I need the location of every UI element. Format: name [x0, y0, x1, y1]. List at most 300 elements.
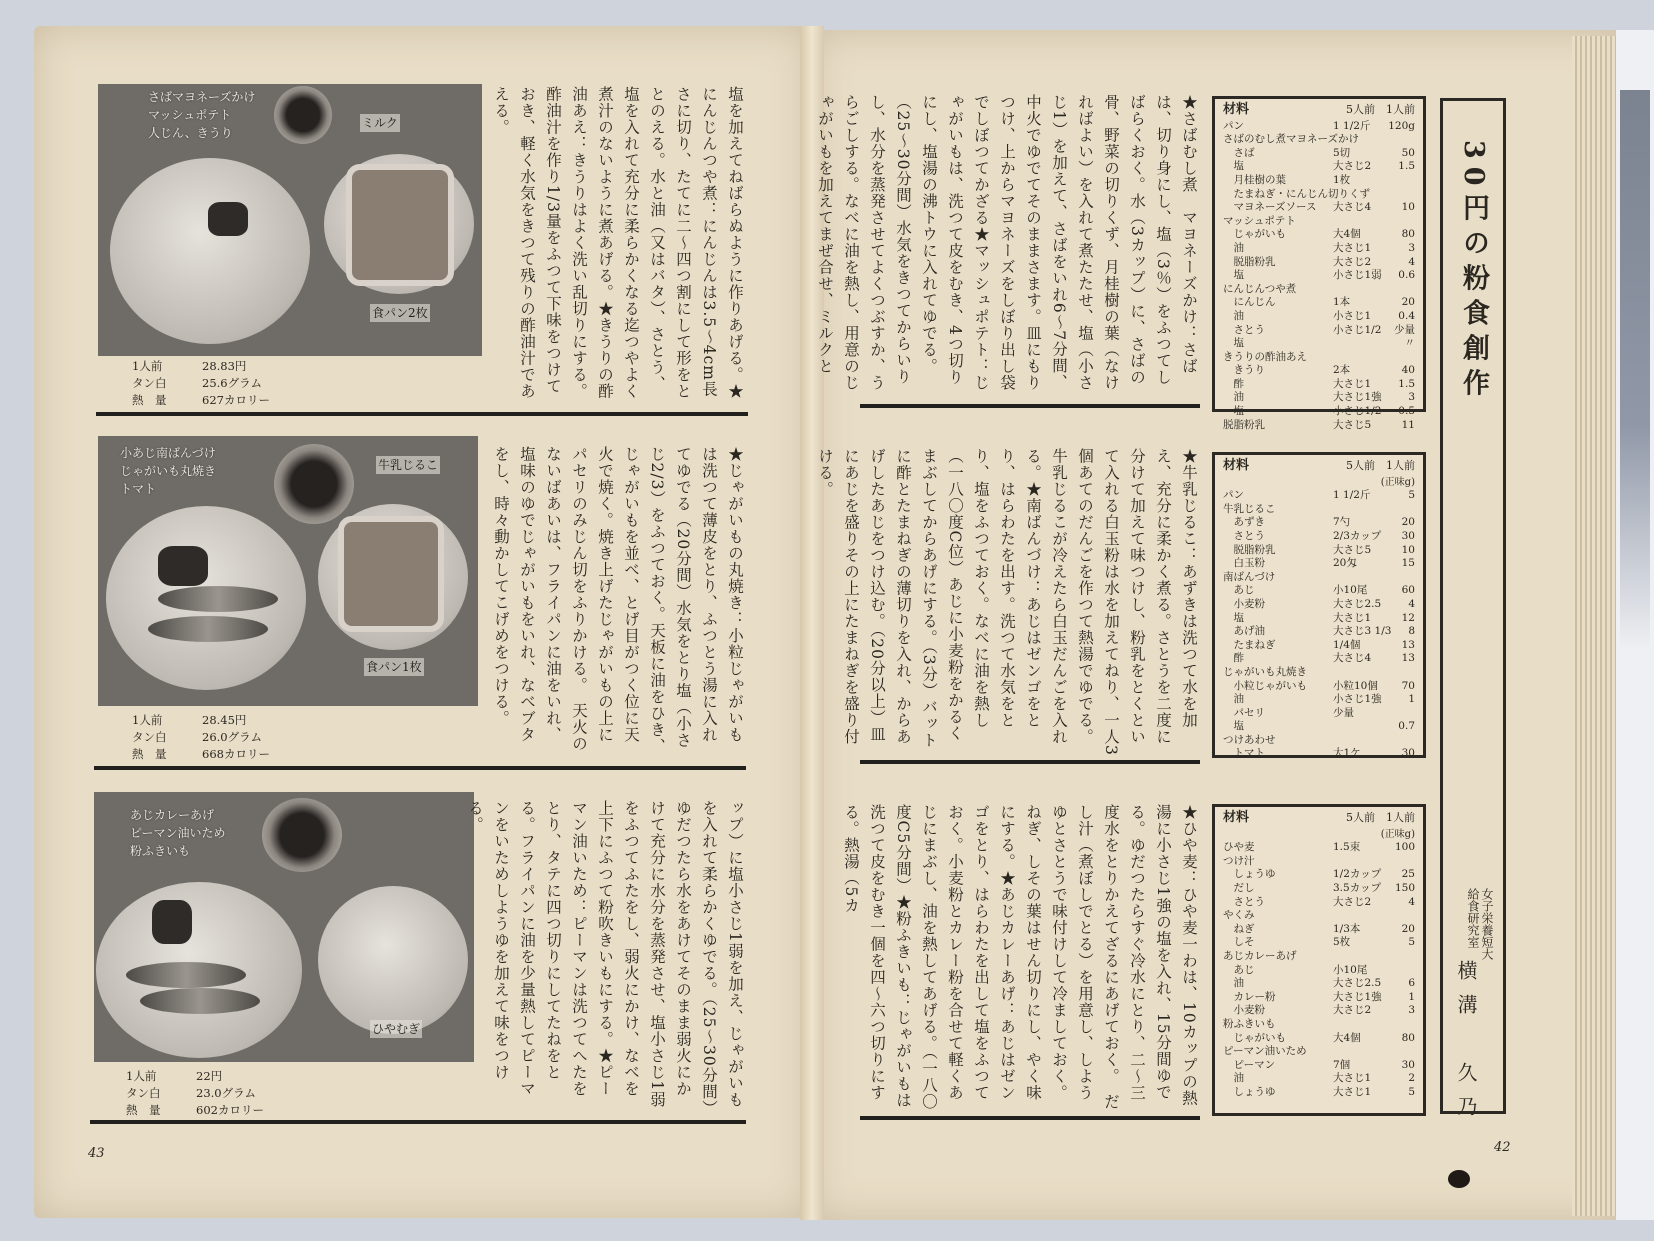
- qty-5: [1333, 571, 1381, 585]
- qty-1: 〃: [1404, 337, 1415, 350]
- ingredient-name: やくみ: [1223, 909, 1255, 922]
- qty-1: 0.4: [1398, 309, 1415, 322]
- ingredient-name: しょうゆ: [1223, 1085, 1276, 1098]
- ingredient-row: [1223, 256, 1415, 270]
- ingredient-row: [1223, 612, 1415, 626]
- qty-5: 5枚: [1333, 936, 1351, 949]
- ingredient-row: [1223, 747, 1415, 761]
- qty-1: 0.5: [1398, 405, 1415, 418]
- recipe-text: ップ）に塩小さじ1弱を加え、じゃがいもを入れて柔らかくゆでる。（25～30分間）ゆだつたら水をあけてそのまま弱火にかけて充分に水分を蒸発させ、塩小さじ1弱をふつてふたをし、弱火にかけ、なべを上下にふつて粉吹きいもにする。★ピーマン油いため：ピーマンは洗つてへたをとり、タテに四つ切りにしてたねをとる。フライパンに油を少量熱してピーマンをいためしようゆを加えて味をつける。: [466, 800, 744, 1109]
- ingredient-name: 油: [1223, 977, 1244, 990]
- ingredient-name: 油: [1223, 391, 1244, 404]
- ingredient-name: たまねぎ: [1223, 638, 1276, 651]
- qty-1: 50: [1401, 146, 1415, 159]
- ingredient-row: [1223, 283, 1415, 297]
- ingredient-row: [1223, 242, 1415, 256]
- ingredient-row: [1223, 950, 1415, 964]
- ingredient-row: [1223, 1086, 1415, 1100]
- qty-1: [1381, 707, 1415, 721]
- per-label: 1人前: [132, 713, 163, 727]
- ingredient-table: [1212, 804, 1426, 1116]
- qty-5: [1333, 855, 1381, 869]
- calorie-label: 熱 量: [132, 393, 167, 407]
- ingredient-name: 油: [1223, 1072, 1244, 1085]
- qty-5: 20匁: [1333, 557, 1357, 570]
- table-col-1: 1人前: [1386, 811, 1415, 824]
- ingredient-row: [1223, 174, 1415, 188]
- ingredient-row: [1223, 868, 1415, 882]
- qty-1: [1381, 571, 1415, 585]
- ingredient-name: ねぎ: [1223, 922, 1255, 935]
- ingredient-name: しそ: [1223, 936, 1255, 949]
- photo-label: ミルク: [362, 116, 398, 130]
- qty-5: 1/2カップ: [1333, 868, 1382, 881]
- qty-5: 大4個: [1333, 228, 1361, 241]
- ingredient-row: [1223, 201, 1415, 215]
- qty-1: 2: [1408, 1072, 1415, 1085]
- ingredient-name: あじ: [1223, 584, 1255, 597]
- table-col-5: 5人前: [1346, 459, 1375, 472]
- qty-5: 大さじ2: [1333, 1004, 1372, 1017]
- ingredient-name: トマト: [1223, 747, 1265, 760]
- ingredient-lines: [1223, 489, 1415, 761]
- ingredient-name: マッシュポテト: [1223, 214, 1296, 227]
- qty-1: 60: [1401, 584, 1415, 597]
- qty-1: 4: [1408, 597, 1415, 610]
- ingredient-row: [1223, 419, 1415, 433]
- qty-1: 5: [1408, 936, 1415, 949]
- ingredient-name: 小麦粉: [1223, 1004, 1265, 1017]
- ingredient-row: [1223, 909, 1415, 923]
- qty-5: 大さじ5: [1333, 418, 1372, 431]
- ingredient-row: [1223, 120, 1415, 134]
- ingredient-row: [1223, 557, 1415, 571]
- protein-label: タン白: [126, 1086, 161, 1100]
- ingredient-name: さとう: [1223, 895, 1265, 908]
- qty-5: 大さじ1: [1333, 1085, 1372, 1098]
- ingredient-name: さば: [1223, 146, 1255, 159]
- qty-5: 大さじ2.5: [1333, 597, 1382, 610]
- table-head: 材料: [1223, 458, 1250, 473]
- ingredient-name: ピーマン: [1223, 1058, 1276, 1071]
- photo-meal-1: [98, 84, 482, 356]
- page-number: 42: [1494, 1140, 1511, 1155]
- ingredient-name: 月桂樹の葉: [1223, 173, 1286, 186]
- ingredient-name: 小粒じゃがいも: [1223, 679, 1307, 692]
- qty-5: 1.5束: [1333, 841, 1361, 854]
- ingredient-name: ピーマン油いため: [1223, 1045, 1307, 1058]
- ingredient-row: [1223, 666, 1415, 680]
- qty-1: 1.5: [1398, 160, 1415, 173]
- per-label: 1人前: [132, 359, 163, 373]
- qty-1: 10: [1401, 543, 1415, 556]
- ingredient-row: [1223, 489, 1415, 503]
- qty-5: [1370, 188, 1396, 202]
- ingredient-name: 油: [1223, 309, 1244, 322]
- protein-label: タン白: [132, 730, 167, 744]
- qty-5: [1333, 950, 1381, 964]
- qty-5: 1枚: [1333, 173, 1351, 186]
- ingredient-row: [1223, 160, 1415, 174]
- ingredient-name: 脱脂粉乳: [1223, 418, 1265, 431]
- qty-1: 20: [1401, 296, 1415, 309]
- qty-1: 13: [1401, 652, 1415, 665]
- qty-1: 25: [1401, 868, 1415, 881]
- calorie-label: 熱 量: [132, 747, 167, 761]
- qty-1: 少量: [1394, 323, 1415, 336]
- ingredient-table: [1212, 452, 1426, 758]
- ingredient-row: [1223, 882, 1415, 896]
- qty-1: 1.5: [1398, 377, 1415, 390]
- qty-5: 大さじ1: [1333, 241, 1372, 254]
- ingredient-lines: [1223, 120, 1415, 433]
- ingredient-name: じゃがいも: [1223, 228, 1286, 241]
- divider: [96, 412, 748, 416]
- ingredient-row: [1223, 734, 1415, 748]
- qty-1: [1392, 133, 1415, 147]
- qty-1: 20: [1401, 922, 1415, 935]
- recipe-text: ★さばむし煮 マヨネーズかけ：さばは、切り身にし、塩（3％）をふつてしばらくおく。水（3カップ）に、さばの骨、野菜の切りくず、月桂樹の葉（なければよい）を入れて煮たたせ、塩（小さじ1）を加えて、さばをいれ6～7分間、中火でゆでてそのままさます。皿にもりつけ、上からマヨネーズをしぼり出し袋でしぼつてかざる★マッシュポテト：じゃがいもは、洗つて皮をむき、4つ切りにし、塩湯の沸トウに入れてゆでる。（25～30分間）水気をきつてからいりし、水分を蒸発させてよくつぶすか、うらごしする。なべに油を熱し、用意のじゃがいもを加えてまぜ合せ、ミルクと: [816, 94, 1198, 391]
- qty-5: 少量: [1333, 706, 1354, 719]
- page-edges: [1572, 36, 1616, 1216]
- table-sub: (正味g): [1380, 828, 1415, 840]
- ingredient-row: [1223, 296, 1415, 310]
- qty-5: [1333, 337, 1381, 351]
- qty-5: 大さじ1: [1333, 377, 1372, 390]
- ingredient-row: [1223, 707, 1415, 721]
- ingredient-name: あじ: [1223, 963, 1255, 976]
- ingredient-row: [1223, 188, 1415, 202]
- ingredient-row: [1223, 1072, 1415, 1086]
- ingredient-name: カレー粉: [1223, 990, 1276, 1003]
- qty-1: 15: [1401, 557, 1415, 570]
- ingredient-name: マヨネーズソース: [1223, 201, 1317, 214]
- table-head: 材料: [1223, 102, 1250, 117]
- qty-5: 5切: [1333, 146, 1351, 159]
- qty-5: 大さじ2.5: [1333, 977, 1382, 990]
- author-name: 横溝 久乃: [1454, 960, 1478, 1130]
- qty-1: 5: [1408, 1085, 1415, 1098]
- ingredient-row: [1223, 584, 1415, 598]
- per-label: 1人前: [126, 1069, 157, 1083]
- photo-caption: 小あじ南ばんづけ じゃがいも丸焼き トマト: [120, 446, 217, 496]
- photo-caption: あじカレーあげ ピーマン油いため 粉ふきいも: [130, 808, 226, 858]
- ingredient-name: 小麦粉: [1223, 597, 1265, 610]
- ingredient-name: パセリ: [1223, 706, 1265, 719]
- qty-5: 大1ケ: [1333, 747, 1361, 760]
- ingredient-row: [1223, 936, 1415, 950]
- ingredient-row: [1223, 364, 1415, 378]
- qty-5: [1333, 215, 1381, 229]
- qty-1: [1381, 666, 1415, 680]
- qty-1: 30: [1401, 529, 1415, 542]
- ingredient-name: 塩: [1223, 611, 1244, 624]
- divider: [860, 404, 1200, 408]
- ingredient-row: [1223, 625, 1415, 639]
- qty-1: 0.6: [1398, 269, 1415, 282]
- ingredient-row: [1223, 991, 1415, 1005]
- qty-5: [1333, 720, 1381, 734]
- protein-label: タン白: [132, 376, 167, 390]
- ingredient-name: 白玉粉: [1223, 557, 1265, 570]
- qty-5: 小10尾: [1333, 963, 1368, 976]
- qty-5: 小10尾: [1333, 584, 1368, 597]
- ingredient-name: あじカレーあげ: [1223, 949, 1297, 962]
- qty-1: [1381, 950, 1415, 964]
- table-col-5: 5人前: [1346, 103, 1375, 116]
- qty-1: [1381, 351, 1415, 365]
- qty-1: 120g: [1388, 119, 1415, 132]
- qty-1: 5: [1408, 489, 1415, 502]
- divider: [860, 1116, 1200, 1120]
- ingredient-name: パン: [1223, 119, 1244, 132]
- table-col-1: 1人前: [1386, 459, 1415, 472]
- ingredient-row: [1223, 680, 1415, 694]
- ingredient-row: [1223, 598, 1415, 612]
- qty-1: 12: [1401, 611, 1415, 624]
- divider: [90, 1120, 746, 1124]
- qty-1: 6: [1408, 977, 1415, 990]
- ingredient-name: 塩: [1223, 405, 1244, 418]
- qty-5: [1333, 909, 1381, 923]
- qty-1: [1381, 1045, 1415, 1059]
- qty-5: 1本: [1333, 296, 1351, 309]
- qty-5: 3.5カップ: [1333, 881, 1382, 894]
- ingredient-row: [1223, 269, 1415, 283]
- back-cover: [1616, 30, 1654, 1220]
- recipe-text: ★ひや麦：ひや麦一わは、10カップの熱湯に小さじ1強の塩を入れ、15分間ゆでる。ゆだつたらすぐ冷水にとり、二～三度水をとりかえてざるにあげておく。 だし汁（煮ぼしでとる）を用意し、しようゆとさとうで味付けして冷ましておく。ねぎ、しその葉はせん切りにし、やく味にする。★あじカレーあげ：あじはゼンゴをとり、はらわたを出して塩をふつておく。小麦粉とカレー粉を合せて軽くあじにまぶし、油を熱してあげる。（一八〇度C5分間）★粉ふきいも：じゃがいもは洗つて皮をむき一個を四～六つ切りにする。熱湯（5カ: [842, 804, 1198, 1110]
- ingredient-row: [1223, 639, 1415, 653]
- table-head: 材料: [1223, 810, 1250, 825]
- qty-5: 大さじ1: [1333, 1072, 1372, 1085]
- qty-1: 70: [1401, 679, 1415, 692]
- ingredient-name: 油: [1223, 693, 1244, 706]
- ingredient-row: [1223, 977, 1415, 991]
- ingredient-name: しょうゆ: [1223, 868, 1276, 881]
- ingredient-row: [1223, 310, 1415, 324]
- nutrition-info: [132, 712, 322, 763]
- qty-1: [1381, 734, 1415, 748]
- qty-5: 大さじ3 1/3: [1333, 625, 1392, 638]
- ingredient-row: [1223, 391, 1415, 405]
- qty-5: 小さじ1強: [1333, 693, 1382, 706]
- calorie-label: 熱 量: [126, 1103, 161, 1117]
- protein: 23.0グラム: [196, 1086, 256, 1100]
- ingredient-row: [1223, 1018, 1415, 1032]
- ingredient-name: にんじんつや煮: [1223, 282, 1297, 295]
- qty-5: 大さじ2: [1333, 895, 1372, 908]
- ingredient-row: [1223, 1045, 1415, 1059]
- ingredient-lines: [1223, 841, 1415, 1099]
- qty-5: 1/4個: [1333, 638, 1361, 651]
- qty-5: 1 1/2斤: [1333, 119, 1371, 132]
- calorie: 668カロリー: [202, 747, 270, 761]
- qty-1: [1381, 283, 1415, 297]
- qty-5: 大さじ5: [1333, 543, 1372, 556]
- qty-5: [1333, 1045, 1381, 1059]
- cost: 28.45円: [202, 713, 247, 727]
- divider: [860, 760, 1200, 764]
- recipe-text: 塩を加えてねばらぬように作りあげる。★にんじんつや煮：にんじんは3.5～4cm長さに切り、たてに二～四つ割にして形をととのえる。水と油（又はバタ）、さとう、塩を入れて充分に柔らかくなる迄つやよく煮汁のないように煮あげる。★きうりの酢油あえ：きうりはよく洗い乱切りにする。酢油汁を作り1/3量をふつて下味をつけておき、軽く水気をきつて残りの酢油汁であえる。: [492, 86, 744, 400]
- qty-5: 1 1/2斤: [1333, 489, 1371, 502]
- qty-5: 大さじ1: [1333, 611, 1372, 624]
- qty-1: 13: [1401, 638, 1415, 651]
- qty-1: [1381, 1018, 1415, 1032]
- ingredient-name: さとう: [1223, 323, 1265, 336]
- ingredient-name: パン: [1223, 489, 1244, 502]
- qty-5: 小さじ1/2: [1333, 405, 1382, 418]
- ingredient-row: [1223, 228, 1415, 242]
- table-col-5: 5人前: [1346, 811, 1375, 824]
- ingredient-name: 塩: [1223, 720, 1244, 733]
- qty-1: [1381, 855, 1415, 869]
- photo-label: 食パン2枚: [372, 306, 428, 320]
- photo-label: 食パン1枚: [366, 660, 422, 674]
- qty-1: [1381, 909, 1415, 923]
- ingredient-row: [1223, 1032, 1415, 1046]
- ingredient-row: [1223, 571, 1415, 585]
- ingredient-row: [1223, 964, 1415, 978]
- recipe-text: ★じゃがいもの丸焼き：小粒じゃがいもは洗つて薄皮をとり、ふつとう湯に入れてゆでる（20分間）水気をとり塩（小さじ2/3）をふつておく。天板に油をひき、じゃがいもを並べ、とげ目がつく位に天火で焼く。焼き上げたじゃがいもの上にパセリのみじん切をふりかける。 天火のないばあいは、フライパンに油をいれ、塩味のゆでじゃがいもをいれ、なべブタをし、時々動かしてこげめをつける。: [492, 446, 744, 755]
- qty-1: 4: [1408, 895, 1415, 908]
- ingredient-row: [1223, 516, 1415, 530]
- qty-5: 7勺: [1333, 516, 1351, 529]
- ingredient-row: [1223, 324, 1415, 338]
- ingredient-row: [1223, 841, 1415, 855]
- qty-1: 3: [1408, 391, 1415, 404]
- author-affiliation: 女子栄養短大 給食研究室: [1466, 888, 1494, 960]
- ingredient-row: [1223, 896, 1415, 910]
- qty-5: 1/3本: [1333, 922, 1361, 935]
- qty-1: 150: [1394, 881, 1415, 894]
- qty-1: 20: [1401, 516, 1415, 529]
- qty-5: 大さじ2: [1333, 160, 1372, 173]
- protein: 26.0グラム: [202, 730, 262, 744]
- ingredient-name: さとう: [1223, 529, 1265, 542]
- ingredient-name: 脱脂粉乳: [1223, 543, 1276, 556]
- qty-5: 大4個: [1333, 1031, 1361, 1044]
- ingredient-row: [1223, 652, 1415, 666]
- qty-1: 0.7: [1398, 720, 1415, 733]
- qty-5: [1333, 666, 1381, 680]
- divider: [94, 766, 746, 770]
- ingredient-row: [1223, 147, 1415, 161]
- calorie: 627カロリー: [202, 393, 270, 407]
- ingredient-row: [1223, 503, 1415, 517]
- ingredient-name: さばのむし煮マヨネーズかけ: [1223, 133, 1359, 146]
- ingredient-name: だし: [1223, 881, 1255, 894]
- qty-1: 10: [1401, 201, 1415, 214]
- ingredient-name: ひや麦: [1223, 841, 1255, 854]
- ingredient-name: 粉ふきいも: [1223, 1017, 1276, 1030]
- ingredient-name: 酢: [1223, 377, 1244, 390]
- qty-1: 3: [1408, 241, 1415, 254]
- ingredient-row: [1223, 133, 1415, 147]
- qty-1: 3: [1408, 1004, 1415, 1017]
- qty-5: 小さじ1: [1333, 309, 1372, 322]
- ingredient-name: 油: [1223, 241, 1244, 254]
- protein: 25.6グラム: [202, 376, 262, 390]
- qty-5: 大さじ1強: [1333, 990, 1382, 1003]
- qty-1: [1381, 964, 1415, 978]
- qty-1: [1381, 215, 1415, 229]
- photo-label: 牛乳じるこ: [378, 458, 439, 472]
- qty-5: 2本: [1333, 364, 1351, 377]
- qty-5: 大さじ4: [1333, 652, 1372, 665]
- page-number: 43: [88, 1146, 105, 1161]
- qty-1: 30: [1401, 747, 1415, 760]
- article-title: 30円の粉食創作: [1458, 140, 1489, 404]
- qty-1: 8: [1408, 625, 1415, 638]
- table-sub: (正味g): [1380, 476, 1415, 488]
- ingredient-row: [1223, 378, 1415, 392]
- ingredient-name: あげ油: [1223, 625, 1265, 638]
- cost: 28.83円: [202, 359, 247, 373]
- qty-5: 大さじ1強: [1333, 391, 1382, 404]
- qty-5: [1333, 351, 1381, 365]
- qty-5: [1333, 503, 1381, 517]
- ingredient-name: 塩: [1223, 337, 1244, 350]
- ingredient-name: あずき: [1223, 516, 1265, 529]
- ingredient-row: [1223, 1059, 1415, 1073]
- ingredient-row: [1223, 215, 1415, 229]
- ingredient-row: [1223, 351, 1415, 365]
- qty-1: 100: [1394, 841, 1415, 854]
- table-col-1: 1人前: [1386, 103, 1415, 116]
- qty-1: [1381, 503, 1415, 517]
- qty-1: [1381, 174, 1415, 188]
- ingredient-table: [1212, 96, 1426, 431]
- photo-meal-3: [94, 792, 474, 1062]
- ingredient-name: 牛乳じるこ: [1223, 502, 1276, 515]
- ingredient-name: きうりの酢油あえ: [1223, 350, 1307, 363]
- calorie: 602カロリー: [196, 1103, 264, 1117]
- recipe-text: ★牛乳じるこ：あずきは洗つて水を加え、充分に柔かく煮る。さとうを二度に分けて加えて味つけし、粉乳をとくといて入れる白玉粉は水を加えてねり、一人3個あてのだんごを作つて熱湯でゆでる。牛乳じるこが冷えたら白玉だんごを入れる。★南ばんづけ：あじはゼンゴをとり、はらわたを出す。洗つて水気をとり、塩をふつておく。なべに油を熱し（一八〇度C位）あじに小麦粉をかるくまぶしてからあげにする。（3分）バットに酢とたまねぎの薄切りを入れ、からあげしたあじをつけ込む。（20分以上）皿にあじを盛りその上にたまねぎを盛り付ける。: [816, 448, 1198, 756]
- qty-5: 大さじ2: [1333, 255, 1372, 268]
- photo-meal-2: [98, 436, 478, 706]
- ingredient-row: [1223, 720, 1415, 734]
- ingredient-row: [1223, 405, 1415, 419]
- qty-5: 2/3カップ: [1333, 529, 1382, 542]
- ingredient-name: 南ばんづけ: [1223, 570, 1276, 583]
- qty-5: [1333, 1018, 1381, 1032]
- qty-5: [1359, 133, 1392, 147]
- qty-1: 30: [1401, 1058, 1415, 1071]
- ingredient-row: [1223, 1004, 1415, 1018]
- ingredient-name: 脱脂粉乳: [1223, 255, 1276, 268]
- ingredient-name: きうり: [1223, 364, 1265, 377]
- qty-1: 80: [1401, 228, 1415, 241]
- qty-5: [1333, 734, 1381, 748]
- ingredient-row: [1223, 693, 1415, 707]
- ingredient-name: たまねぎ・にんじん切りくず: [1223, 187, 1370, 200]
- ingredient-name: つけ汁: [1223, 854, 1255, 867]
- qty-5: 小さじ1/2: [1333, 323, 1382, 336]
- ingredient-row: [1223, 530, 1415, 544]
- ingredient-row: [1223, 855, 1415, 869]
- qty-5: 小粒10個: [1333, 679, 1378, 692]
- qty-1: 1: [1408, 990, 1415, 1003]
- ingredient-row: [1223, 544, 1415, 558]
- qty-1: 4: [1408, 255, 1415, 268]
- ingredient-row: [1223, 337, 1415, 351]
- qty-1: 11: [1401, 418, 1415, 431]
- qty-5: 大さじ4: [1333, 201, 1372, 214]
- qty-5: [1333, 283, 1381, 297]
- ingredient-name: 塩: [1223, 269, 1244, 282]
- nutrition-info: [132, 358, 322, 409]
- ingredient-name: つけあわせ: [1223, 733, 1276, 746]
